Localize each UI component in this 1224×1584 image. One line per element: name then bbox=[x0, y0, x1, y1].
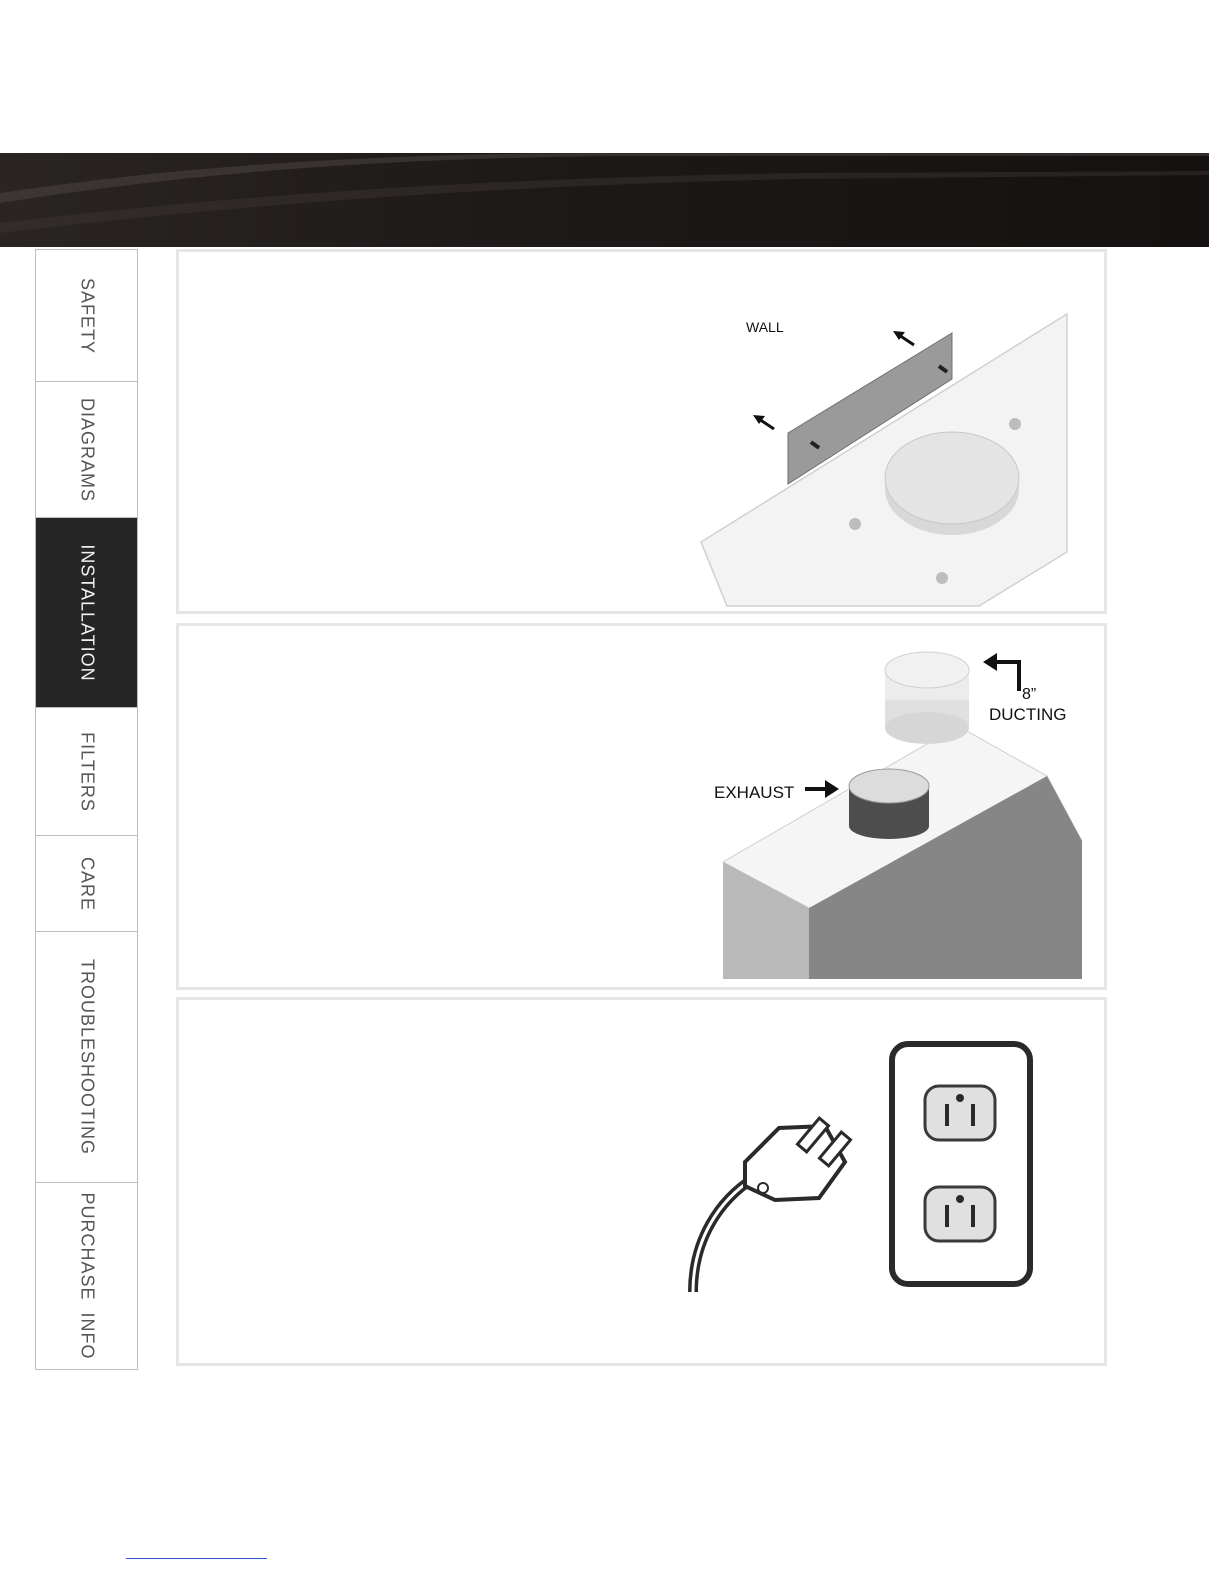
header-banner bbox=[0, 153, 1209, 247]
banner-swoosh bbox=[0, 153, 1209, 247]
plug-icon bbox=[693, 1118, 851, 1292]
section-tabs bbox=[35, 249, 138, 1370]
ducting-illustration bbox=[179, 626, 1104, 987]
wall-label: WALL bbox=[746, 319, 784, 335]
tab-label: CARE bbox=[77, 856, 97, 911]
ducting-size-label: 8” bbox=[1022, 686, 1037, 703]
footer-link[interactable] bbox=[126, 1558, 267, 1559]
tab-installation[interactable] bbox=[36, 518, 137, 708]
tab-label: PURCHASE INFO bbox=[77, 1192, 97, 1360]
panel-ducting bbox=[176, 623, 1107, 990]
tab-purchase-info[interactable] bbox=[36, 1183, 137, 1370]
wall-mount-illustration bbox=[179, 252, 1104, 611]
tab-label: DIAGRAMS bbox=[77, 397, 97, 502]
tab-label: TROUBLESHOOTING bbox=[77, 958, 97, 1156]
tab-label: FILTERS bbox=[77, 731, 97, 812]
tab-diagrams[interactable] bbox=[36, 382, 137, 518]
outlet-icon bbox=[892, 1044, 1030, 1284]
panel-wall-mount bbox=[176, 249, 1107, 614]
tab-care[interactable] bbox=[36, 836, 137, 932]
panel-power bbox=[176, 997, 1107, 1366]
power-illustration bbox=[179, 1000, 1104, 1363]
tab-troubleshooting[interactable] bbox=[36, 932, 137, 1183]
ducting-label: DUCTING bbox=[989, 705, 1067, 724]
exhaust-label: EXHAUST bbox=[714, 783, 795, 802]
tab-label: INSTALLATION bbox=[77, 543, 97, 682]
tab-safety[interactable] bbox=[36, 250, 137, 382]
tab-filters[interactable] bbox=[36, 708, 137, 836]
tab-label: SAFETY bbox=[77, 277, 97, 354]
